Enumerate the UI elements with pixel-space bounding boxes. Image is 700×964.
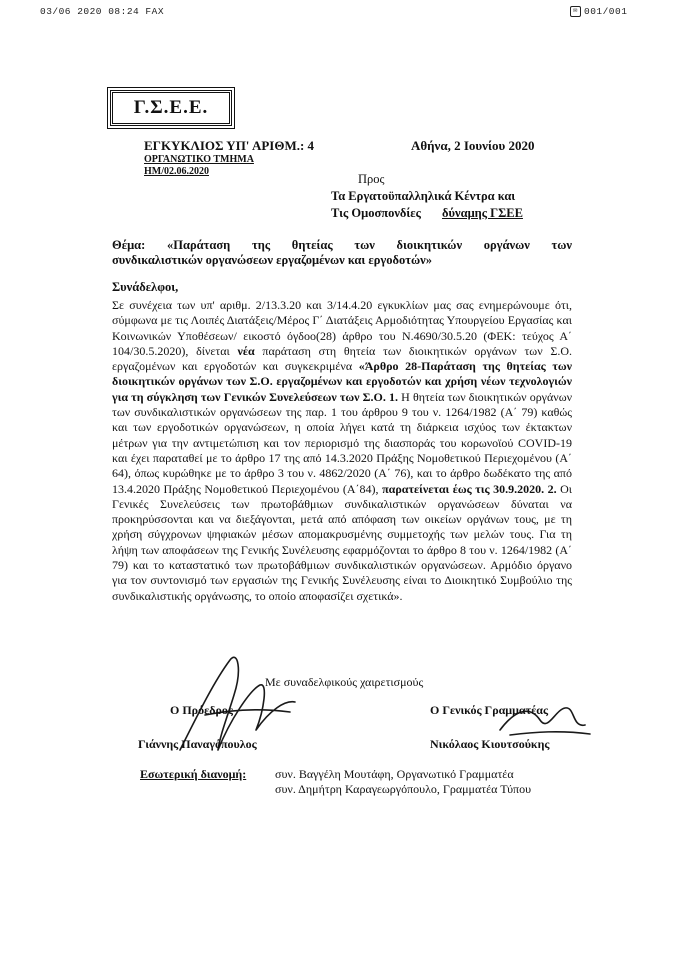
body-text-1: Σε συνέχεια των υπ' αριθμ. 2/13.3.20 και 3/14.4.20 εγκυκλίων μας σας ενημερώνουμε ότι, σύμφωνα με τις Λοιπές Διατάξεις/Μέρος Γ΄ Διατάξεις Αρμοδιότητας Υπουργείου Εργασίας και Κοινωνικών Υποθέσεων/ εικοστό όγδοο(28) άρθρο του Ν.4690/30.5.20 (ΦΕΚ: τεύχος Α΄ 104/30.5.2020), δίνεται (112, 298, 572, 358)
body-text-4: Οι Γενικές Συνελεύσεις των πρωτοβάθμιων συνδικαλιστικών οργανώσεων δύναται να προκηρύσσονται και να διεξάγονται, μετά από απόφαση των οικείων οργάνων τους, με τη χρήση σύγχρονων ψηφιακών μέσων απομακρυσμένης συμμετοχής των μελών τους. Για τη λήψη των αποφάσεων της Γενικής Συνέλευσης εφαρμόζονται το άρθρο 8 του ν. 1264/1982 (Α΄ 79) και το καταστατικό των πρωτοβάθμιων συνδικαλιστικών οργανώσεων. Αρμόδιο όργανο για τον συντονισμό των εργασιών της Γενικής Συνέλευσης είναι το Διοικητικό Συμβούλιο της συνδικαλιστικής οργάνωσης, το οποίο αποφασίζει σχετικά». (112, 481, 572, 603)
body-bold-extension: παρατείνεται έως τις 30.9.2020. (382, 481, 545, 496)
secretary-name: Νικόλαος Κιουτσούκης (430, 737, 550, 751)
recipients-federations: Τις Ομοσπονδίες (331, 206, 421, 220)
recipients-line2 (331, 206, 523, 221)
body-bold-new: νέα (237, 343, 255, 358)
body-bold-article: «Άρθρο 28-Παράταση της θητείας των διοικητικών οργάνων των Σ.Ο. εργαζομένων και εργοδοτών και χρήση νέων τεχνολογιών για τη σύγκληση των Γενικών Συνελεύσεων των Σ.Ο. (112, 359, 573, 404)
fax-page-indicator (570, 6, 627, 17)
greeting: Συνάδελφοι, (112, 280, 179, 294)
distribution-label: Εσωτερική διανομή: (140, 767, 247, 781)
body-bold-num1: 1. (385, 389, 399, 404)
recipients-label: Προς (358, 172, 385, 186)
place-date: Αθήνα, 2 Ιουνίου 2020 (411, 138, 535, 153)
fax-icon: ✉ (570, 6, 581, 17)
body-text-3: Η θητεία των διοικητικών οργάνων των συνδικαλιστικών οργανώσεων της παρ. 1 του άρθρου 9 του ν. 1264/1982 (Α΄ 79) καθώς και των εργοδοτικών οργανώσεων, η οποία λήγει κατά τη διάρκεια ισχύος των έκτακτων μέτρων για την αντιμετώπιση και τον περιορισμό της διασποράς του κορωνοϊού COVID-19 και έχει παραταθεί με το άρθρο 17 της από 14.3.2020 Πράξης Νομοθετικού Περιεχομένου (Α΄ 64), όπως κυρώθηκε με το άρθρο 3 του ν. 4862/2020 (Α΄ 76), και το άρθρο δωδέκατο της από 13.4.2020 Πράξης Νομοθετικού Περιεχομένου (Α΄84), (112, 389, 573, 496)
distribution-line2: συν. Δημήτρη Καραγεωργόπουλο, Γραμματέα Τύπου (275, 782, 532, 796)
body-bold-num2: 2. (544, 481, 557, 496)
fax-page-number: 001/001 (584, 6, 628, 17)
date-code: ΗΜ/02.06.2020 (144, 166, 209, 177)
circular-number: ΕΓΚΥΚΛΙΟΣ ΥΠ' ΑΡΙΘΜ.: 4 (144, 138, 315, 153)
subject-line1: Θέμα: «Παράταση της θητείας των διοικητικών οργάνων των (112, 238, 572, 252)
closing: Με συναδελφικούς χαιρετισμούς (265, 675, 424, 689)
gsee-logo: Γ.Σ.Ε.Ε. (110, 90, 232, 126)
recipients-gsee: δύναμης ΓΣΕΕ (442, 206, 523, 220)
body-paragraph (112, 298, 572, 604)
president-title: Ο Πρόεδρος (170, 703, 233, 717)
recipients-line1: Τα Εργατοϋπαλληλικά Κέντρα και (331, 189, 516, 203)
body-text-2: παράταση στη θητεία των διοικητικών οργάνων των Σ.Ο. εργαζομένων και εργοδοτών και συγκεκριμένα (112, 343, 572, 374)
president-name: Γιάννης Παναγόπουλος (138, 737, 257, 751)
subject-line2: συνδικαλιστικών οργανώσεων εργαζομένων και εργοδοτών» (112, 253, 432, 267)
department: ΟΡΓΑΝΩΤΙΚΟ ΤΜΗΜΑ (144, 154, 254, 165)
fax-timestamp: 03/06 2020 08:24 FAX (40, 6, 165, 17)
distribution-line1: συν. Βαγγέλη Μουτάφη, Οργανωτικό Γραμματέα (275, 767, 514, 781)
secretary-title: Ο Γενικός Γραμματέας (430, 703, 549, 717)
